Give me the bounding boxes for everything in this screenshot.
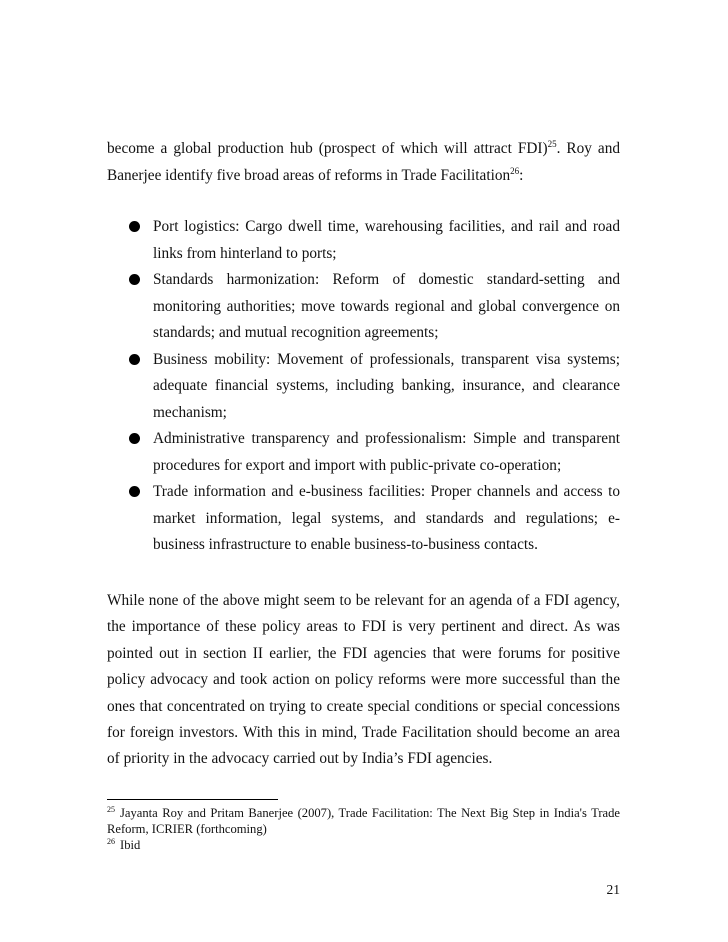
bullet-icon bbox=[129, 354, 140, 365]
list-item-text: Port logistics: Cargo dwell time, warehousing facilities, and rail and road links from hinterland to ports; bbox=[153, 218, 620, 262]
list-item-standards-harmonization bbox=[107, 267, 620, 347]
footnote-text: Ibid bbox=[120, 838, 141, 853]
intro-text-part-3: : bbox=[519, 167, 524, 185]
footnote-divider bbox=[107, 799, 278, 800]
list-item-text: Trade information and e-business facilities: Proper channels and access to market information, legal systems, and standards and regulations; e-business infrastructure to enable business-to-business contacts. bbox=[153, 483, 620, 553]
footnote-ref-26[interactable]: 26 bbox=[510, 166, 520, 177]
footnote-25 bbox=[107, 805, 620, 837]
bullet-icon bbox=[129, 221, 140, 232]
reform-areas-list bbox=[107, 214, 620, 559]
intro-paragraph bbox=[107, 135, 620, 189]
intro-text-part-1: become a global production hub (prospect of which will attract FDI) bbox=[107, 140, 548, 157]
bullet-icon bbox=[129, 433, 140, 444]
footnote-number: 26 bbox=[107, 837, 115, 847]
list-item-trade-information bbox=[107, 479, 620, 559]
footnotes-section bbox=[107, 805, 620, 854]
footnote-text: Jayanta Roy and Pritam Banerjee (2007), Trade Facilitation: The Next Big Step in India's Trade Reform, ICRIER (forthcoming) bbox=[107, 806, 620, 837]
bullet-icon bbox=[129, 486, 140, 497]
list-item-text: Business mobility: Movement of professionals, transparent visa systems; adequate financial systems, including banking, insurance, and clearance mechanism; bbox=[153, 350, 620, 421]
page-number: 21 bbox=[606, 882, 620, 897]
list-item-port-logistics bbox=[107, 214, 620, 267]
list-item-business-mobility bbox=[107, 347, 620, 427]
intro-text-part-2: . Roy and Banerjee identify five broad areas of reforms in Trade Facilitation bbox=[107, 140, 621, 185]
footnote-number: 25 bbox=[107, 805, 115, 814]
footnote-ref-25[interactable]: 25 bbox=[547, 139, 557, 149]
list-item-text: Administrative transparency and professionalism: Simple and transparent procedures for export and import with public-private co-operation; bbox=[153, 430, 620, 474]
list-item-administrative-transparency bbox=[107, 426, 620, 479]
list-item-text: Standards harmonization: Reform of domestic standard-setting and monitoring authorities; move towards regional and global convergence on standards; and mutual recognition agreements; bbox=[153, 271, 620, 341]
bullet-icon bbox=[129, 274, 140, 285]
footnote-26 bbox=[107, 837, 620, 853]
main-paragraph: While none of the above might seem to be relevant for an agenda of a FDI agency, the importance of these policy areas to FDI is very pertinent and direct. As was pointed out in section II earlier, the FDI agencies that were forums for positive policy advocacy and took action on policy reforms were more successful than the ones that concentrated on trying to create special conditions or special concessions for foreign investors. With this in mind, Trade Facilitation should become an area of priority in the advocacy carried out by India’s FDI agencies. bbox=[107, 592, 620, 768]
